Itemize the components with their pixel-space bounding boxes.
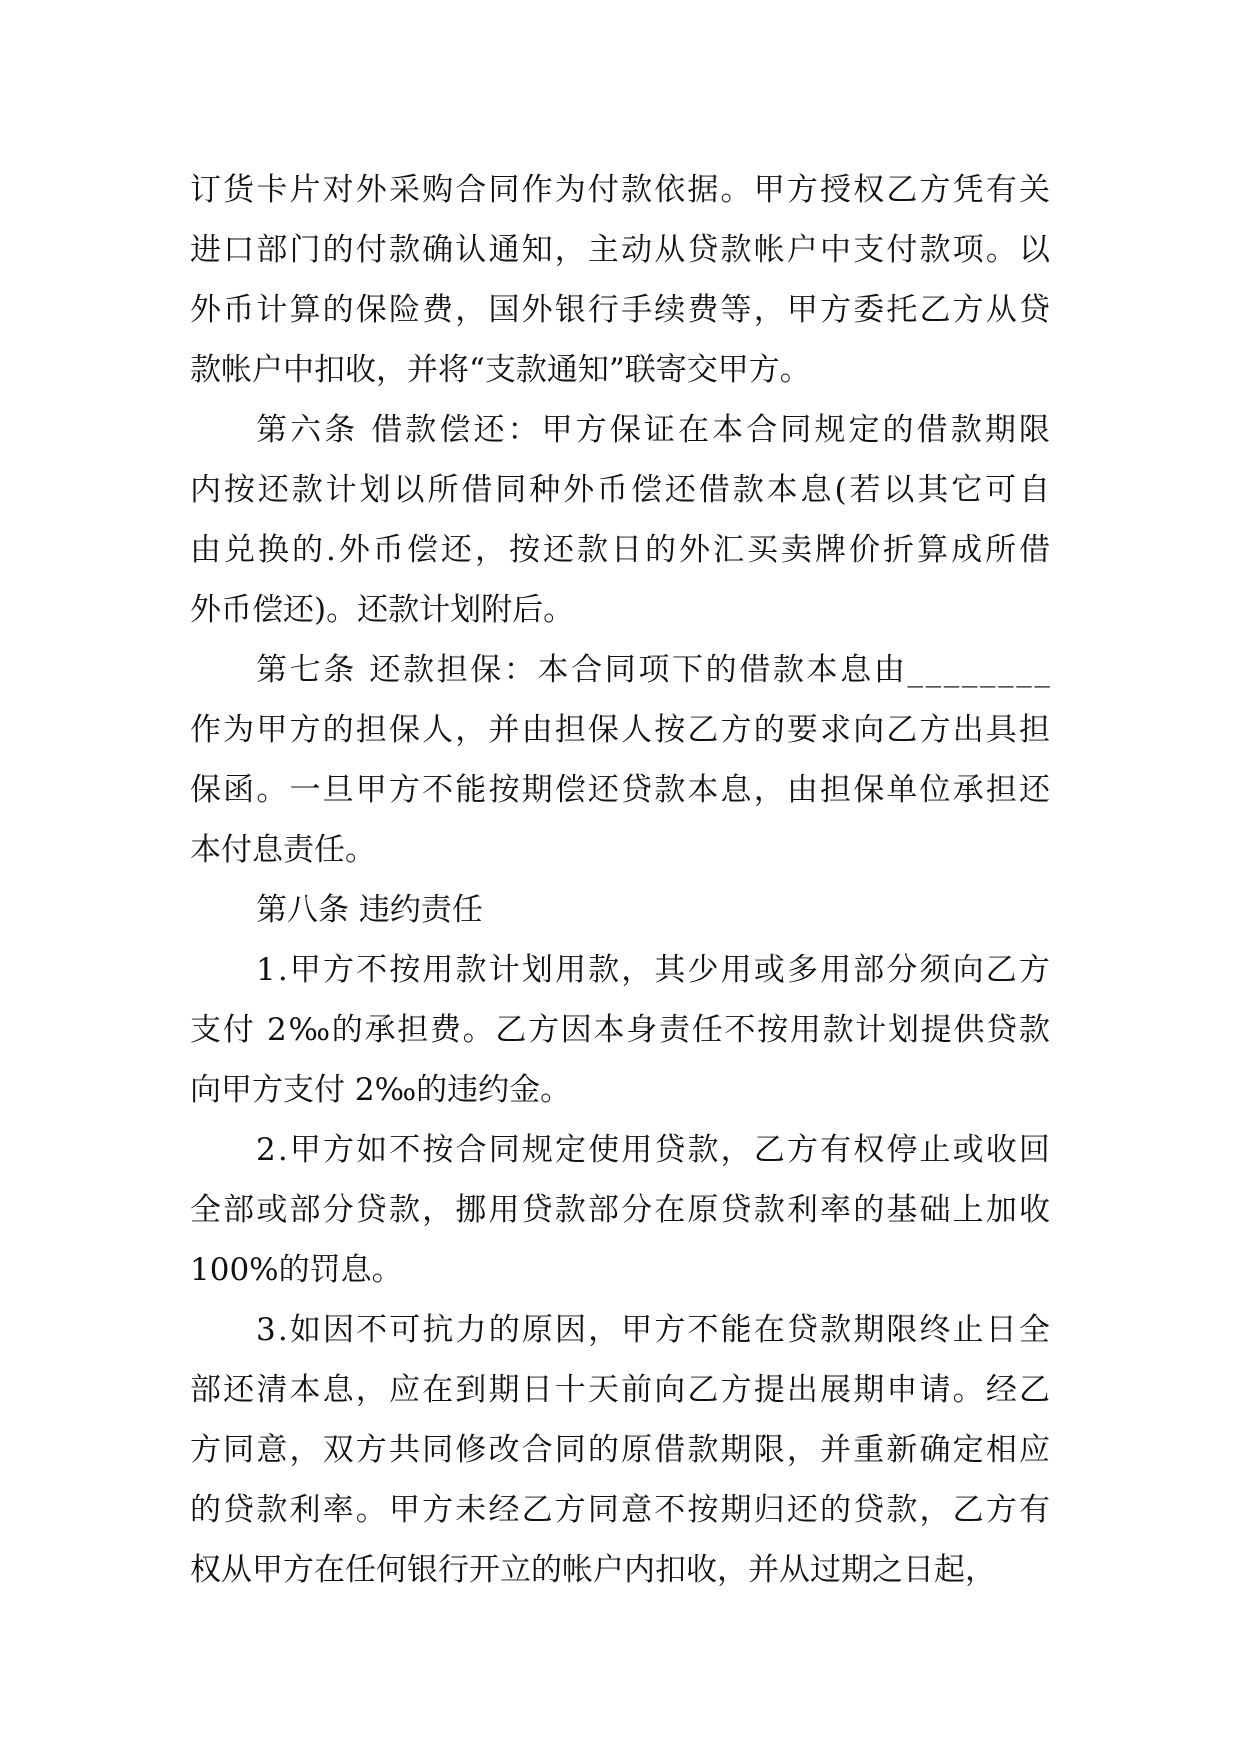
article-8-heading: 第八条 违约责任 bbox=[256, 892, 483, 928]
article-6-heading-line: 第六条 借款偿还：甲方保证在本合同规定的借款期限 bbox=[256, 412, 1054, 448]
text-line: 支付 2‰的承担费。乙方因本身责任不按用款计划提供贷款 bbox=[190, 1012, 1052, 1048]
text-line: 向甲方支付 2‰的违约金。 bbox=[190, 1072, 572, 1108]
clause-2-line: 2.甲方如不按合同规定使用贷款，乙方有权停止或收回 bbox=[256, 1132, 1053, 1168]
text-line: 外币偿还)。还款计划附后。 bbox=[190, 592, 575, 628]
text-line: 部还清本息，应在到期日十天前向乙方提出展期申请。经乙 bbox=[190, 1372, 1053, 1408]
text-line: 外币计算的保险费，国外银行手续费等，甲方委托乙方从贷 bbox=[190, 292, 1053, 328]
article-7-heading-line: 第七条 还款担保：本合同项下的借款本息由________ bbox=[256, 652, 1053, 688]
text-line: 款帐户中扣收，并将“支款通知”联寄交甲方。 bbox=[190, 352, 811, 388]
text-line: 由兑换的.外币偿还，按还款日的外汇买卖牌价折算成所借 bbox=[190, 532, 1054, 568]
text-line: 内按还款计划以所借同种外币偿还借款本息(若以其它可自 bbox=[190, 472, 1054, 508]
text-line: 方同意，双方共同修改合同的原借款期限，并重新确定相应 bbox=[190, 1432, 1053, 1468]
text-line: 全部或部分贷款，挪用贷款部分在原贷款利率的基础上加收 bbox=[190, 1192, 1053, 1228]
text-line: 的贷款利率。甲方未经乙方同意不按期归还的贷款，乙方有 bbox=[190, 1492, 1053, 1528]
text-line: 本付息责任。 bbox=[190, 832, 376, 868]
text-line: 保函。一旦甲方不能按期偿还贷款本息，由担保单位承担还 bbox=[190, 772, 1053, 808]
clause-1-line: 1.甲方不按用款计划用款，其少用或多用部分须向乙方 bbox=[256, 952, 1053, 988]
text-line: 100%的罚息。 bbox=[190, 1252, 403, 1288]
text-line: 进口部门的付款确认通知，主动从贷款帐户中支付款项。以 bbox=[190, 232, 1053, 268]
text-line: 权从甲方在任何银行开立的帐户内扣收，并从过期之日起， bbox=[190, 1552, 996, 1588]
text-line: 作为甲方的担保人，并由担保人按乙方的要求向乙方出具担 bbox=[190, 712, 1053, 748]
clause-3-line: 3.如因不可抗力的原因，甲方不能在贷款期限终止日全 bbox=[256, 1312, 1053, 1348]
contract-text bbox=[190, 160, 1054, 1600]
text-line: 订货卡片对外采购合同作为付款依据。甲方授权乙方凭有关 bbox=[190, 172, 1053, 208]
